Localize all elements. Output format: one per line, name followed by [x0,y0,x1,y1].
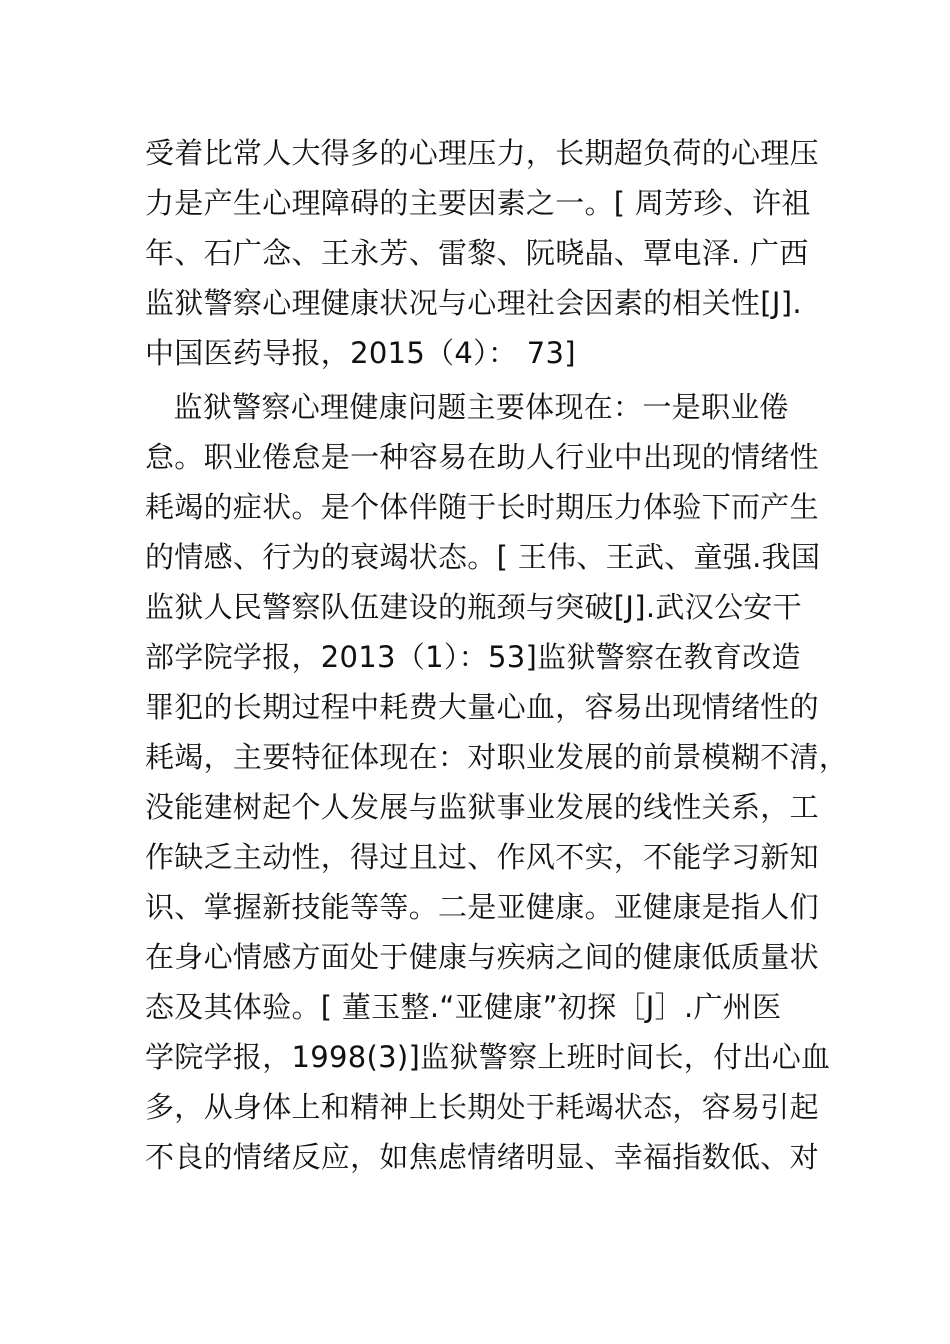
paragraph-line: 作缺乏主动性，得过且过、作风不实，不能学习新知 [145,840,819,874]
paragraph-line: 没能建树起个人发展与监狱事业发展的线性关系，工 [145,790,819,824]
paragraph-line: 态及其体验。[ 董玉整.“亚健康”初探［J］.广州医 [145,990,782,1024]
paragraph-line: 中国医药导报，2015（4）： 73] [145,336,576,370]
paragraph-line: 识、掌握新技能等等。二是亚健康。亚健康是指人们 [145,890,819,924]
paragraph-line: 监狱警察心理健康问题主要体现在：一是职业倦 [145,390,789,424]
paragraph-line: 受着比常人大得多的心理压力，长期超负荷的心理压 [145,136,819,170]
paragraph-line: 耗竭的症状。是个体伴随于长时期压力体验下而产生 [145,490,819,524]
paragraph-2 [145,382,849,1182]
paragraph-line: 怠。职业倦怠是一种容易在助人行业中出现的情绪性 [145,440,819,474]
paragraph-line: 多，从身体上和精神上长期处于耗竭状态，容易引起 [145,1090,819,1124]
paragraph-1 [145,128,825,378]
paragraph-line: 监狱警察心理健康状况与心理社会因素的相关性[J]. [145,286,802,320]
paragraph-line: 罪犯的长期过程中耗费大量心血，容易出现情绪性的 [145,690,819,724]
paragraph-line: 不良的情绪反应，如焦虑情绪明显、幸福指数低、对 [145,1140,819,1174]
paragraph-line: 年、石广念、王永芳、雷黎、阮晓晶、覃电泽. 广西 [145,236,809,270]
paragraph-line: 耗竭，主要特征体现在：对职业发展的前景模糊不清， [145,740,849,774]
paragraph-line: 学院学报，1998(3)]监狱警察上班时间长，付出心血 [145,1040,831,1074]
paragraph-line: 力是产生心理障碍的主要因素之一。[ 周芳珍、许祖 [145,186,811,220]
paragraph-line: 监狱人民警察队伍建设的瓶颈与突破[J].武汉公安干 [145,590,802,624]
paragraph-line: 部学院学报，2013（1）：53]监狱警察在教育改造 [145,640,801,674]
paragraph-line: 的情感、行为的衰竭状态。[ 王伟、王武、童强.我国 [145,540,821,574]
paragraph-line: 在身心情感方面处于健康与疾病之间的健康低质量状 [145,940,819,974]
